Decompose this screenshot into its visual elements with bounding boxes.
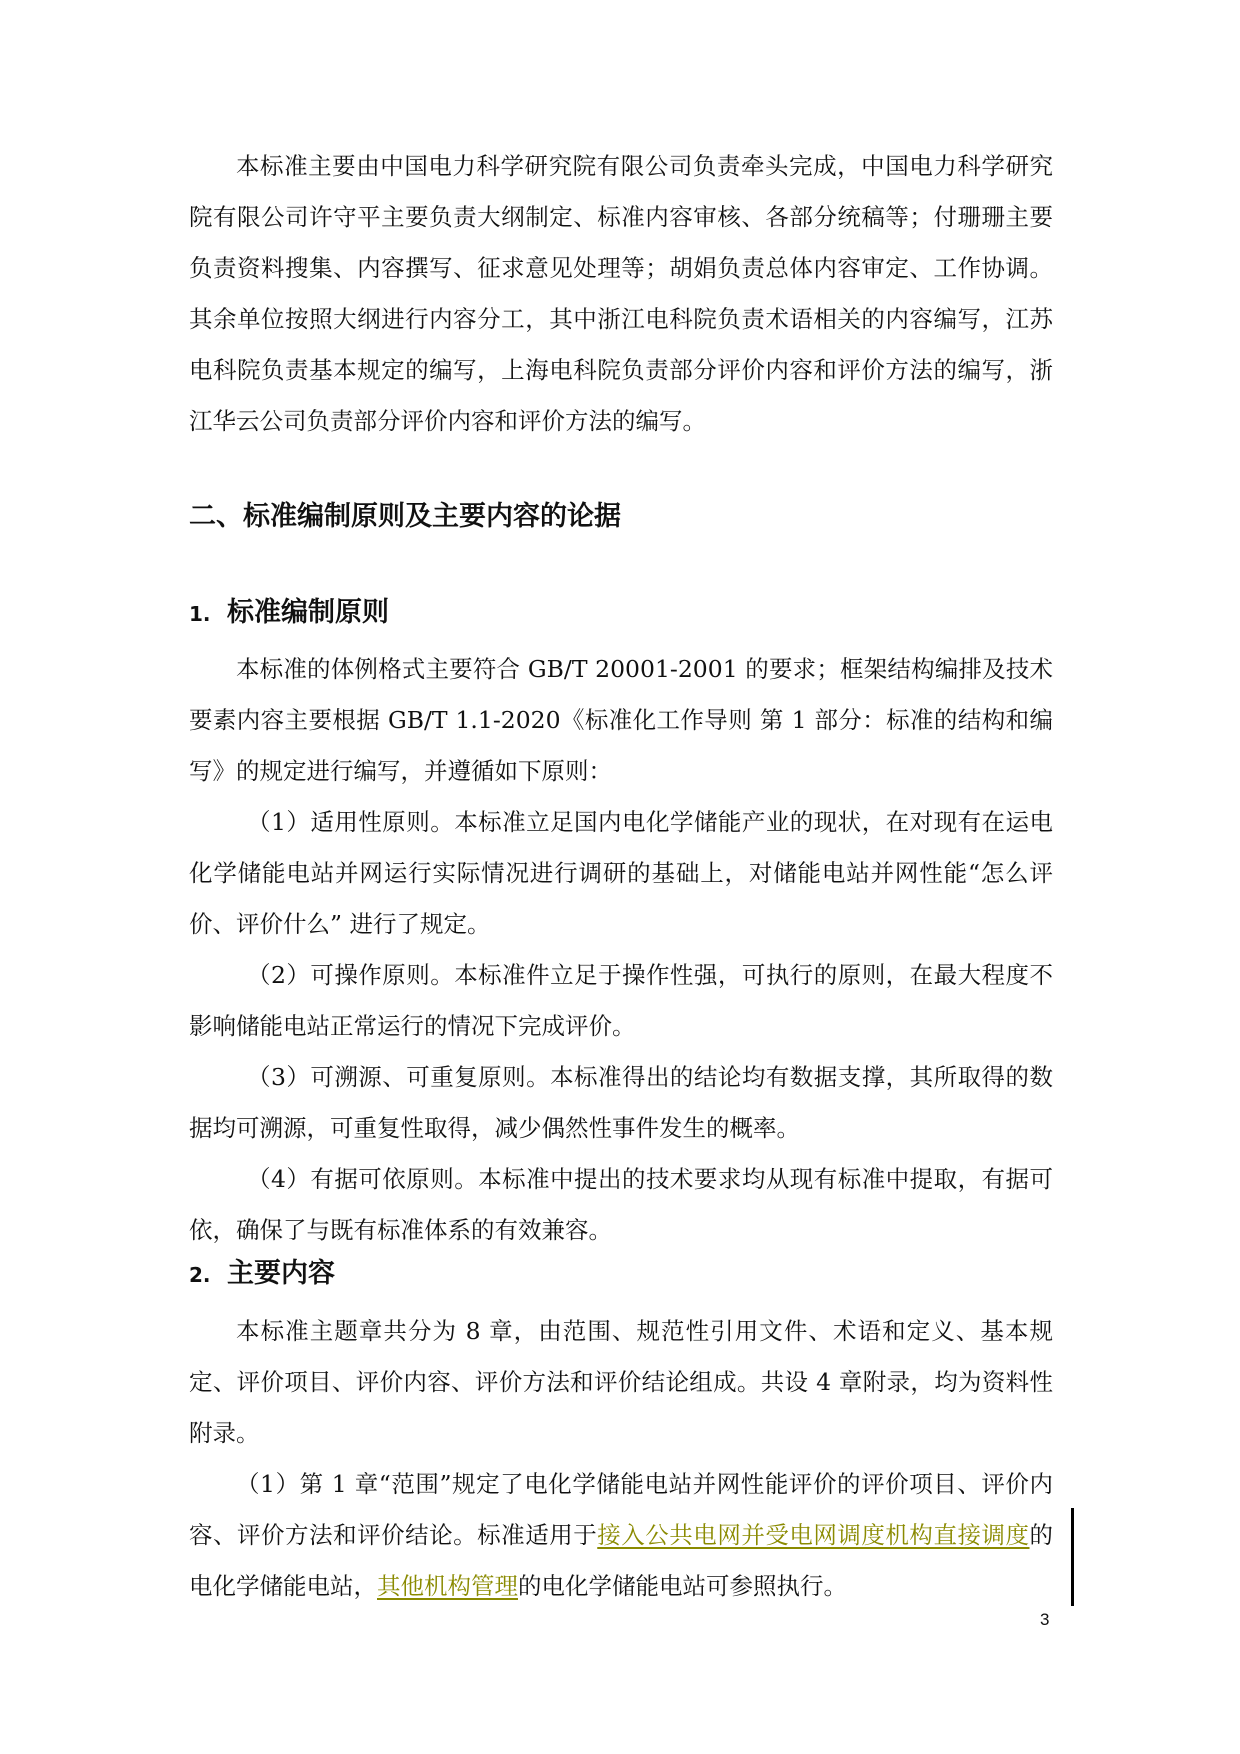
scope-highlight-other-agency[interactable]: 其他机构管理 [377, 1572, 518, 1600]
principle-4: （4）有据可依原则。本标准中提出的技术要求均从现有标准中提取，有据可依，确保了与既有标准体系的有效兼容。 [189, 1165, 1053, 1244]
scope-text-1: （1）第 1 章“范围”规定了电化学储能电站并网性能评价的评价项目、评价内容、评价方法和评价结论。标准适用于 [189, 1470, 1053, 1549]
subsection-2-intro: 本标准主题章共分为 8 章，由范围、规范性引用文件、术语和定义、基本规定、评价项目、评价内容、评价方法和评价结论组成。共设 4 章附录，均为资料性附录。 [189, 1317, 1053, 1447]
principle-2: （2）可操作原则。本标准件立足于操作性强，可执行的原则，在最大程度不影响储能电站正常运行的情况下完成评价。 [189, 961, 1053, 1040]
subsection-1-number: 1. [189, 602, 211, 626]
subsection-1-heading [189, 593, 389, 634]
revision-change-bar [1071, 1508, 1074, 1606]
principle-3: （3）可溯源、可重复原则。本标准得出的结论均有数据支撑，其所取得的数据均可溯源，可重复性取得，减少偶然性事件发生的概率。 [189, 1063, 1053, 1142]
scope-text-2: 的电化学储能电站， [189, 1521, 1054, 1600]
subsection-2-number: 2. [189, 1263, 211, 1287]
page-number: 3 [1040, 1610, 1050, 1629]
principle-1: （1）适用性原则。本标准立足国内电化学储能产业的现状，在对现有在运电化学储能电站并网运行实际情况进行调研的基础上，对储能电站并网性能“怎么评价、评价什么” 进行了规定。 [189, 808, 1053, 938]
section-heading: 二、标准编制原则及主要内容的论据 [189, 501, 621, 532]
subsection-1-intro: 本标准的体例格式主要符合 GB/T 20001-2001 的要求；框架结构编排及技术要素内容主要根据 GB/T 1.1-2020《标准化工作导则 第 1 部分：标准的结构和编写》的规定进行编写，并遵循如下原则： [189, 655, 1053, 785]
subsection-2-heading [189, 1254, 335, 1295]
scope-item-paragraph [189, 1459, 1053, 1612]
subsection-2-title: 主要内容 [227, 1258, 335, 1289]
intro-paragraph: 本标准主要由中国电力科学研究院有限公司负责牵头完成，中国电力科学研究院有限公司许守平主要负责大纲制定、标准内容审核、各部分统稿等；付珊珊主要负责资料搜集、内容撰写、征求意见处理等；胡娟负责总体内容审定、工作协调。其余单位按照大纲进行内容分工，其中浙江电科院负责术语相关的内容编写，江苏电科院负责基本规定的编写，上海电科院负责部分评价内容和评价方法的编写，浙江华云公司负责部分评价内容和评价方法的编写。 [189, 152, 1053, 435]
subsection-1-title: 标准编制原则 [227, 597, 389, 628]
scope-text-3: 的电化学储能电站可参照执行。 [518, 1572, 847, 1600]
scope-highlight-grid-dispatch[interactable]: 接入公共电网并受电网调度机构直接调度 [597, 1521, 1030, 1549]
